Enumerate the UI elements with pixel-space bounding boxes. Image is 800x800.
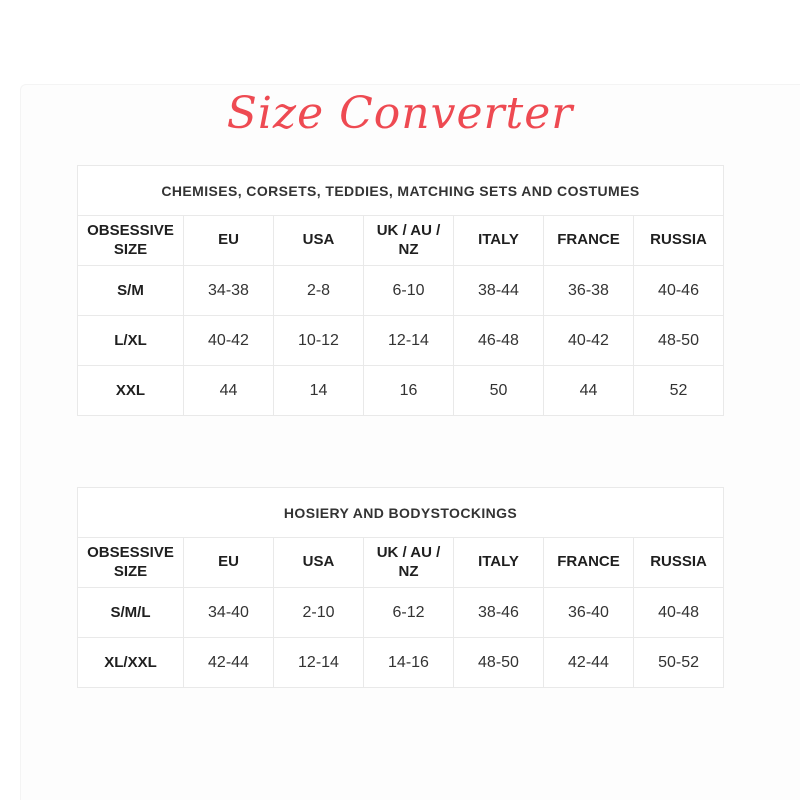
- size-row-label: XXL: [78, 366, 184, 416]
- size-value-cell: 16: [364, 366, 454, 416]
- table-caption: CHEMISES, CORSETS, TEDDIES, MATCHING SETS AND COSTUMES: [78, 166, 724, 216]
- size-value-cell: 14-16: [364, 638, 454, 688]
- column-header: FRANCE: [544, 216, 634, 266]
- size-value-cell: 42-44: [544, 638, 634, 688]
- table-row: [78, 366, 724, 416]
- size-value-cell: 38-46: [454, 588, 544, 638]
- table-row: [78, 266, 724, 316]
- size-value-cell: 34-38: [184, 266, 274, 316]
- size-value-cell: 36-40: [544, 588, 634, 638]
- size-value-cell: 40-42: [184, 316, 274, 366]
- size-row-label: S/M/L: [78, 588, 184, 638]
- column-header: RUSSIA: [634, 538, 724, 588]
- column-header: RUSSIA: [634, 216, 724, 266]
- header-row: [78, 538, 724, 588]
- size-value-cell: 50-52: [634, 638, 724, 688]
- column-header: OBSESSIVE SIZE: [78, 538, 184, 588]
- table-caption: HOSIERY AND BODYSTOCKINGS: [78, 488, 724, 538]
- size-value-cell: 2-10: [274, 588, 364, 638]
- size-table-chemises: [77, 165, 724, 416]
- size-value-cell: 44: [544, 366, 634, 416]
- column-header: OBSESSIVE SIZE: [78, 216, 184, 266]
- caption-row: [78, 166, 724, 216]
- size-value-cell: 48-50: [634, 316, 724, 366]
- page-title: Size Converter: [226, 88, 574, 139]
- column-header: ITALY: [454, 216, 544, 266]
- size-row-label: L/XL: [78, 316, 184, 366]
- size-value-cell: 52: [634, 366, 724, 416]
- size-value-cell: 46-48: [454, 316, 544, 366]
- size-value-cell: 44: [184, 366, 274, 416]
- column-header: UK / AU / NZ: [364, 216, 454, 266]
- size-value-cell: 12-14: [274, 638, 364, 688]
- size-value-cell: 6-10: [364, 266, 454, 316]
- size-value-cell: 48-50: [454, 638, 544, 688]
- size-value-cell: 38-44: [454, 266, 544, 316]
- table-body: [78, 588, 724, 688]
- size-value-cell: 6-12: [364, 588, 454, 638]
- column-header: USA: [274, 538, 364, 588]
- size-value-cell: 42-44: [184, 638, 274, 688]
- table-row: [78, 316, 724, 366]
- size-value-cell: 40-48: [634, 588, 724, 638]
- column-header: ITALY: [454, 538, 544, 588]
- column-header: USA: [274, 216, 364, 266]
- size-value-cell: 40-42: [544, 316, 634, 366]
- table-row: [78, 588, 724, 638]
- size-value-cell: 34-40: [184, 588, 274, 638]
- column-header: EU: [184, 538, 274, 588]
- size-value-cell: 50: [454, 366, 544, 416]
- size-value-cell: 12-14: [364, 316, 454, 366]
- size-table-hosiery: [77, 487, 724, 688]
- size-value-cell: 14: [274, 366, 364, 416]
- column-header: EU: [184, 216, 274, 266]
- size-value-cell: 10-12: [274, 316, 364, 366]
- table-row: [78, 638, 724, 688]
- size-value-cell: 36-38: [544, 266, 634, 316]
- column-header: FRANCE: [544, 538, 634, 588]
- size-value-cell: 40-46: [634, 266, 724, 316]
- header-row: [78, 216, 724, 266]
- size-row-label: S/M: [78, 266, 184, 316]
- size-row-label: XL/XXL: [78, 638, 184, 688]
- caption-row: [78, 488, 724, 538]
- table-body: [78, 266, 724, 416]
- size-value-cell: 2-8: [274, 266, 364, 316]
- column-header: UK / AU / NZ: [364, 538, 454, 588]
